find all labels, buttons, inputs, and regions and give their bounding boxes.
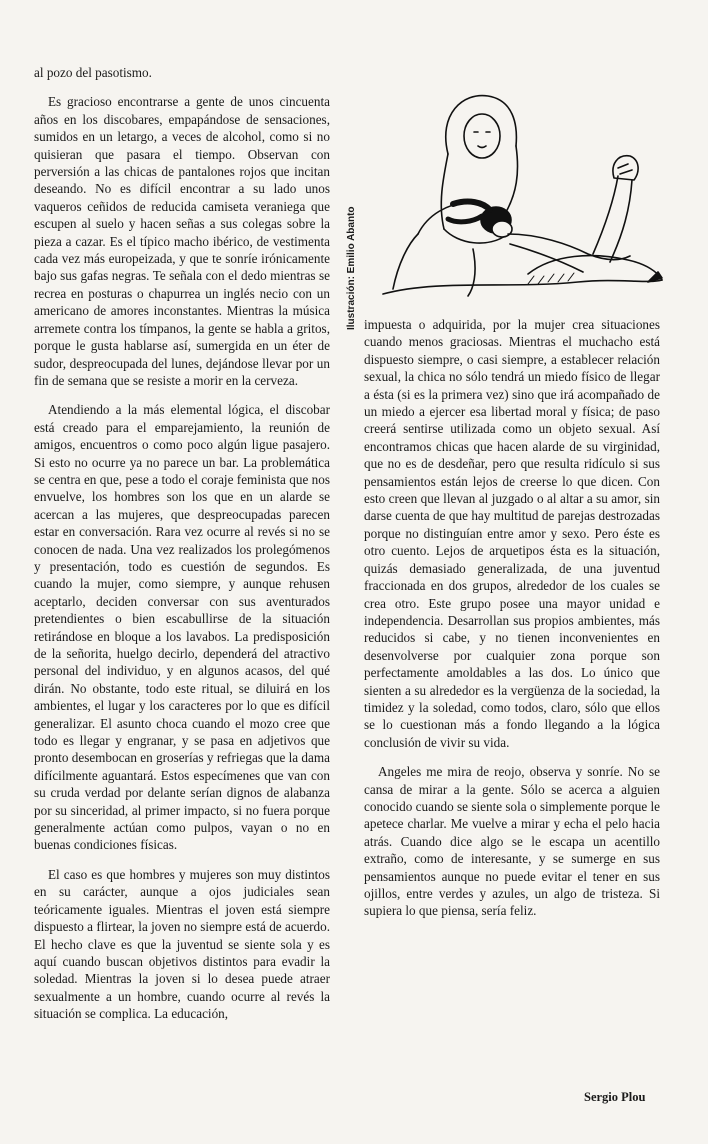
illustration-credit-text: Ilustración: Emilio Abanto	[346, 206, 357, 330]
illustration	[378, 84, 664, 306]
right-text-column	[364, 316, 660, 932]
paragraph: El caso es que hombres y mujeres son muy distintos en su carácter, aunque a ojos judiciales sean teóricamente iguales. Mientras el joven está siempre dispuesto a flirtear, la joven no siempre está de acuerdo. El hecho clave es que la juventud se siente sola y es aquí cuando buscan objetivos distintos para evadir la soledad. Mientras la joven si lo desea puede atraer sexualmente a un hombre, cuando ocurre al revés la situación se complica. La educación,	[34, 866, 330, 1022]
left-text-column	[34, 64, 330, 1035]
paragraph: al pozo del pasotismo.	[34, 65, 152, 80]
paragraph: Atendiendo a la más elemental lógica, el discobar está creado para el emparejamiento, la reunión de amigos, encuentros o como poco algún ligue pasajero. Si esto no ocurre ya no parece un bar. La problemática se centra en que, pese a todo el coraje feminista que nos envuelve, los hombres son los que en un alarde se acercan a las mujeres, que despreocupadas parecen estar en conversación. Rara vez ocurre al revés si no se conocen de nada. Una vez realizados los prolegómenos y presentación, todo es cuestión de segundos. Es cuando la mujer, como siempre, y aunque rehusen aceptarlo, deciden conversar con sus aventurados pretendientes o bien escabullirse de la situación retirándose en bloque a los lavabos. La predisposición de la señorita, huelgo decirlo, dependerá del atractivo personal del individuo, y en algunos acasos, del qué dirán. No obstante, todo este ritual, se diluirá en los ambientes, el lugar y los caracteres por lo que es difícil generalizar. El asunto choca cuando el mozo cree que todo es llegar y engranar, y se pasa en adjetivos que pronto desembocan en groserías y refriegas que la dama difícilmente aguantará. Estos especímenes que van con su cruda verdad por delante serían dignos de alabanza por su sinceridad, al primer impacto, si no fuera porque generalmente actúan como pulpos, vayan o no en buenas condiciones físicas.	[34, 402, 330, 853]
paragraph: Es gracioso encontrarse a gente de unos cincuenta años en los discobares, empapándose de sensaciones, sumidos en un letargo, a veces de alcohol, como si no quisieran que pasara el tiempo. Observan con perversión a las chicas de pantalones rojos que incitan deseando. No es difícil encontrar a su lado unos vaqueros ceñidos de reducida camiseta veraniega que escupen al suelo y hacen señas a sus colegas sobre la pieza a cazar. Es el típico macho ibérico, de vestimenta cada vez más europeizada, y que te sonríe irónicamente bajo sus gafas negras. Te señala con el dedo mientras se recrea en posturas o chapurrea un inglés necio con un americano de amores inconstantes. Mientras la música arremete contra los tímpanos, la gente se habla a gritos, porque le gusta hablarse así, sumergida en un éter de sudor, despreocupada del lunes, dejándose llevar por un fin de semana que se resiste a morir en la cerveza.	[34, 94, 330, 388]
paragraph: Angeles me mira de reojo, observa y sonríe. No se cansa de mirar a la gente. Sólo se acerca a alguien conocido cuando se siente sola o simplemente porque le apetece charlar. Me vuelve a mirar y echa el pelo hacia atrás. Cuando dice algo se le escapa un acentillo extraño, como de interesante, y se sumerge en sus pensamientos aunque no puede evitar el tener en sus ojillos, entre verdes y azules, un algo de tristeza. Si supiera lo que piensa, sería feliz.	[364, 764, 660, 919]
author-signature: Sergio Plou	[584, 1090, 646, 1104]
illustration-credit	[346, 140, 360, 330]
paragraph: impuesta o adquirida, por la mujer crea situaciones cuando menos graciosas. Mientras el muchacho está dispuesto siempre, o casi siempre, a establecer relación sexual, la chica no sólo tendrá un miedo físico de llegar a ésta (si es la primera vez) sino que irá acompañado de un miedo a ejercer esa libertad moral y física; de paso creerá sentirse utilizada como un objeto sexual. Así encontramos chicas que hacen alarde de su virginidad, que no es de desdeñar, pero que resulta ridículo si sus pensamientos están lejos de creerse lo que dicen. Con esto creen que llevan al juzgado o al altar a su amor, sin darse cuenta de que hay multitud de parejas destrozadas porque no distinguían entre amor y sexo. Pero éste es otro cuento. Lejos de arquetipos ésta es la situación, quizás demasiado generalizada, de una juventud fraccionada en dos grupos, alrededor de los cuales se crea otro. Este grupo posee una mayor unidad e independencia. Desarrollan sus propios ambientes, más reducidos si cabe, y no tienen inconvenientes en desenvolverse por cualquier zona porque son perfectamente amoldables a las dos. Lo único que sienten a su alrededor es la vergüenza de la sociedad, la timidez y la soledad, como todos, claro, sólo que ellos se lo cuestionan más a fondo llegando a la lógica conclusión de vivir su vida.	[364, 317, 660, 750]
